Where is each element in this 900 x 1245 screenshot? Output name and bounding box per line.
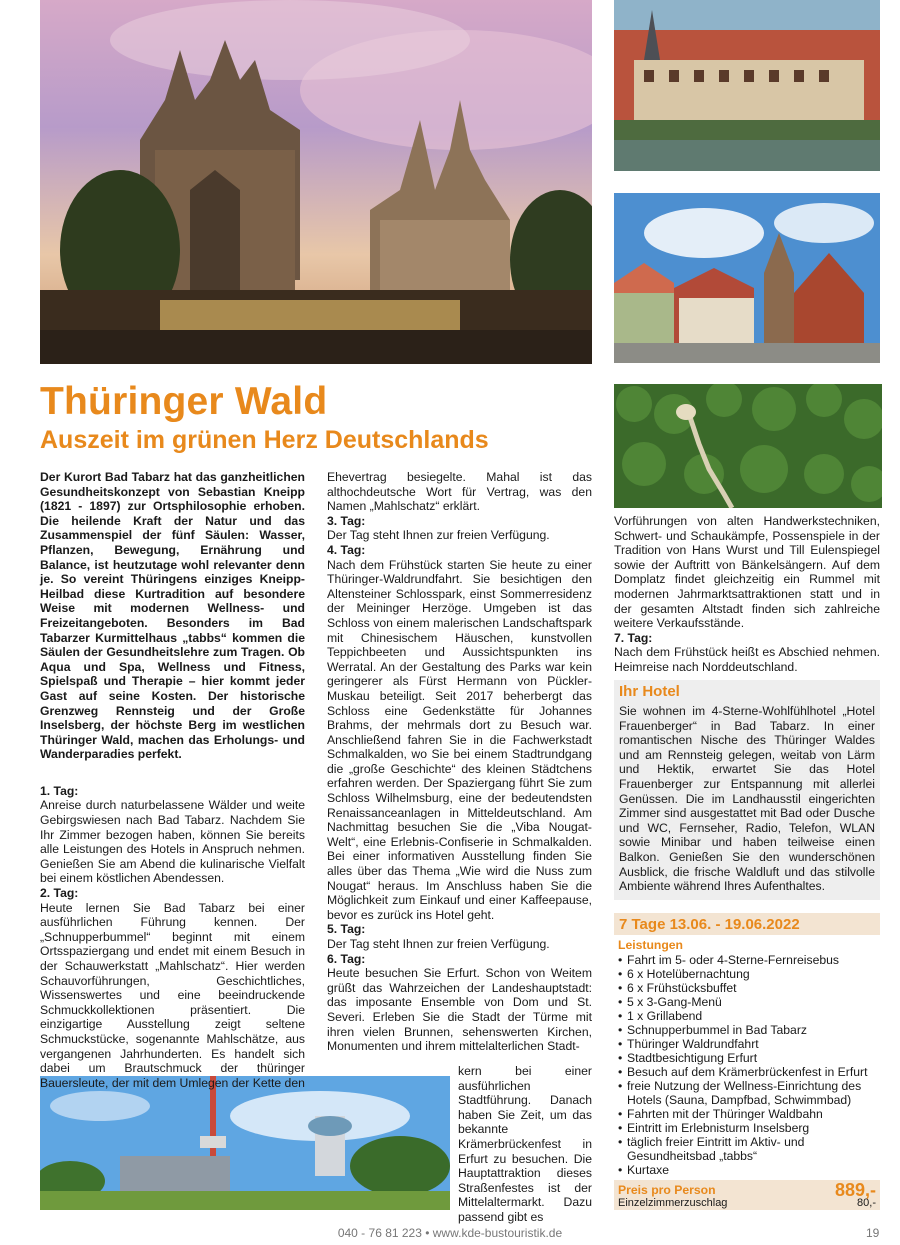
list-item: • Kurtaxe: [618, 1163, 880, 1177]
hotel-text: Sie wohnen im 4-Sterne-Wohlfühlhotel „Hotel Frauenberger“ in Bad Tabarz. In einer romantischen Nische des Thüringer Waldes und am Rennsteig gelegen, weitab von Lärm und Hektik, erwartet Sie das Hotel Frauenberger zur Entspannung mit allerlei Genüssen. Die im Landhausstil eingerichten Zimmer sind ausgestattet mit Bad oder Dusche und WC, Fernseher, Radio, Telefon, WLAN sowie Minibar und haben teilweise einen Balkon. Genießen Sie den wunderschönen Ausblick, die frische Waldluft und das stilvolle Ambiente während Ihres Aufenthaltes.: [619, 704, 875, 894]
offer-dates: 7 Tage 13.06. - 19.06.2022: [619, 916, 800, 933]
list-item: • Besuch auf dem Krämerbrückenfest in Erfurt: [618, 1065, 880, 1079]
text-column-3: [614, 514, 880, 675]
day6-text-b: kern bei einer ausführlichen Stadtführung. Danach haben Sie Zeit, um das bekannte Krämerbrückenfest in Erfurt zu besuchen. Die Hauptattraktion dieses Straßenfestes ist der Mittelaltermarkt. Dazu passend gibt es: [458, 1064, 592, 1224]
day3-label: 3. Tag:: [327, 513, 366, 528]
single-room-value: 80,-: [857, 1197, 876, 1209]
day1-text: Anreise durch naturbelassene Wälder und weite Gebirgswiesen nach Bad Tabarz. Nachdem Sie Ihr Zimmer bezogen haben, können Sie bereits alle Leistungen des Hotels in Anspruch nehmen. Genießen Sie am Abend die kulinarische Vielfalt bei einem köstlichen Abendessen.: [40, 798, 305, 886]
photo-inselsberg: [40, 1076, 450, 1210]
intro-text: Der Kurort Bad Tabarz hat das ganzheitlichen Gesundheitskonzept von Sebastian Kneipp (1821 - 1897) zur Ortsphilosophie erhoben. Die heilende Kraft der Natur und das Zusammenspiel der fünf Säulen: Wasser, Pflanzen, Bewegung, Ernährung und Balance, ist heutzutage wohl relevanter denn je. So vereint Thüringens einziges Kneipp-Heilbad diese Kurtradition auf besondere Weise mit modernen Wellness- und Freizeitangeboten. Besonders im Bad Tabarzer Kurmittelhaus „tabbs“ kommen die Säulen der Gesundheitslehre zum Tragen. Ob Aqua und Spa, Wellness und Fitness, Spielspaß und Therapie – hier kommt jeder Gast auf seine Kosten. Der historische Grenzweg Rennsteig und der Große Inselsberg, der höchste Berg im westlichen Thüringer Wald, machen das Erholungs- und Wanderparadies perfekt.: [40, 470, 305, 762]
list-item: • 6 x Hotelübernachtung: [618, 967, 880, 981]
day3-text: Der Tag steht Ihnen zur freien Verfügung.: [327, 528, 550, 543]
photo-treetop-path: [614, 384, 882, 508]
services-list: [618, 953, 880, 1177]
day6-label: 6. Tag:: [327, 951, 366, 966]
list-item: • freie Nutzung der Wellness-Einrichtung des Hotels (Sauna, Dampfbad, Schwimmbad): [618, 1079, 880, 1107]
day6-text-c: Vorführungen von alten Handwerkstechniken, Schwert- und Schaukämpfe, Possenspiele in der Tradition von Hans Wurst und Till Eulenspiegel sowie der Auftritt von Bänkelsängern. Auf dem Domplatz findet gleichzeitig ein Rummel mit modernen Jahrmarktsattraktionen statt und in der gesamten Altstadt finden sich zahlreiche weitere Verkaufsstände.: [614, 514, 880, 631]
day2-text-continued: Ehevertrag besiegelte. Mahal ist das althochdeutsche Wort für Vertrag, was den Namen „Mahlschatz“ erklärt.: [327, 470, 592, 514]
hotel-title: Ihr Hotel: [619, 683, 680, 700]
day2-text: Heute lernen Sie Bad Tabarz bei einer ausführlichen Führung kennen. Der „Schnupperbummel“ beginnt mit einem Ortsspaziergang und endet mit einem Besuch in der Schauwerkstatt „Mahlschatz“. Hier werden Schauvorführungen, Geschichtliches, Wissenswertes und eine beeindruckende Schmuckkollektionen präsentiert. Die einzigartige Ausstellung zeigt seltene Schmuckstücke, sogenannte Mahlschätze, aus vergangenen Jahrhunderten. Es handelt sich dabei um Brautschmuck der thüringer Bauersleute, der mit dem Umlegen der Kette den: [40, 900, 305, 1090]
list-item: • täglich freier Eintritt im Aktiv- und Gesundheitsbad „tabbs“: [618, 1135, 880, 1163]
list-item: • Schnupperbummel in Bad Tabarz: [618, 1023, 880, 1037]
text-column-1: [40, 470, 305, 1090]
photo-erfurt-cathedral: [40, 0, 592, 364]
day1-label: 1. Tag:: [40, 783, 79, 798]
page-number: 19: [866, 1226, 880, 1240]
list-item: • 6 x Frühstücksbuffet: [618, 981, 880, 995]
list-item: • 5 x 3-Gang-Menü: [618, 995, 880, 1009]
list-item: • Eintritt im Erlebnisturm Inselsberg: [618, 1121, 880, 1135]
day7-text: Nach dem Frühstück heißt es Abschied nehmen. Heimreise nach Norddeutschland.: [614, 645, 880, 674]
price-value: 889,-: [834, 1180, 876, 1200]
hotel-box: [614, 680, 880, 900]
list-item: • 1 x Grillabend: [618, 1009, 880, 1023]
day7-label: 7. Tag:: [614, 630, 653, 645]
page-subtitle: Auszeit im grünen Herz Deutschlands: [40, 426, 489, 454]
day6-text-a: Heute besuchen Sie Erfurt. Schon von Weitem grüßt das Wahrzeichen der Landeshauptstadt: das imposante Ensemble von Dom und St. Severi. Erleben Sie die Stadt der Türme mit ihren vielen Brunnen, sehenswerten Kirchen, Monumenten und ihrem mittelalterlichen Stadt-: [327, 966, 592, 1054]
day5-text: Der Tag steht Ihnen zur freien Verfügung.: [327, 937, 550, 951]
day5-label: 5. Tag:: [327, 922, 366, 937]
list-item: • Stadtbesichtigung Erfurt: [618, 1051, 880, 1065]
photo-market-square: [614, 193, 880, 363]
day4-text: Nach dem Frühstück starten Sie heute zu einer Thüringer-Waldrundfahrt. Sie besichtigen den Altensteiner Schlosspark, einst Sommerresidenz der Meininger Herzöge. Umgeben ist das Schloss von einem malerischen Landschaftspark mit Chinesischem Häuschen, kunstvollen Teppichbeeten und Aussichtspunkten ins Werratal. An der Gestaltung des Parks war kein geringerer als Fürst Hermann von Pückler-Muskau beteiligt. Seit 2017 beherbergt das Schloss eine Gedenkstätte für Johannes Brahms, der mehrmals dort zu Besuch war. Anschließend fahren Sie in die Fachwerkstadt Schmalkalden, wo Sie bei einem Stadtrundgang die „große Geschichte“ des kleinen Städtchens erfahren werden. Der Spaziergang führt Sie zum Schloss Wilhelmsburg, eine der bedeutendsten Renaissanceanlagen in Mitteldeutschland. Am Nachmittag besuchen Sie die „Viba Nougat-Welt“, eine Erlebnis-Confiserie in Schmalkalden. Bei einer informativen Ausstellung finden Sie alles über das Thema „Wie wird die Nuss zum Nougat“ heraus. Im Anschluss haben Sie die Möglichkeit zum Einkauf und einer Kaffeepause, bevor es zurück ins Hotel geht.: [327, 557, 592, 922]
day4-label: 4. Tag:: [327, 542, 366, 557]
price-box: [614, 1180, 880, 1210]
list-item: • Fahrt im 5- oder 4-Sterne-Fernreisebus: [618, 953, 880, 967]
page-title: Thüringer Wald: [40, 380, 328, 423]
footer-contact: 040 - 76 81 223 • www.kde-bustouristik.de: [337, 1226, 563, 1240]
photo-kraemerbruecke: [614, 0, 880, 171]
single-room-label: Einzelzimmerzuschlag: [618, 1197, 728, 1209]
price-label: Preis pro Person: [618, 1183, 716, 1197]
list-item: • Fahrten mit der Thüringer Waldbahn: [618, 1107, 880, 1121]
list-item: • Thüringer Waldrundfahrt: [618, 1037, 880, 1051]
text-column-2-bottom: [458, 1064, 592, 1225]
text-column-2: [327, 470, 592, 1054]
offer-dates-bar: [614, 913, 880, 935]
day2-label: 2. Tag:: [40, 886, 79, 901]
services-label: Leistungen: [618, 938, 684, 952]
